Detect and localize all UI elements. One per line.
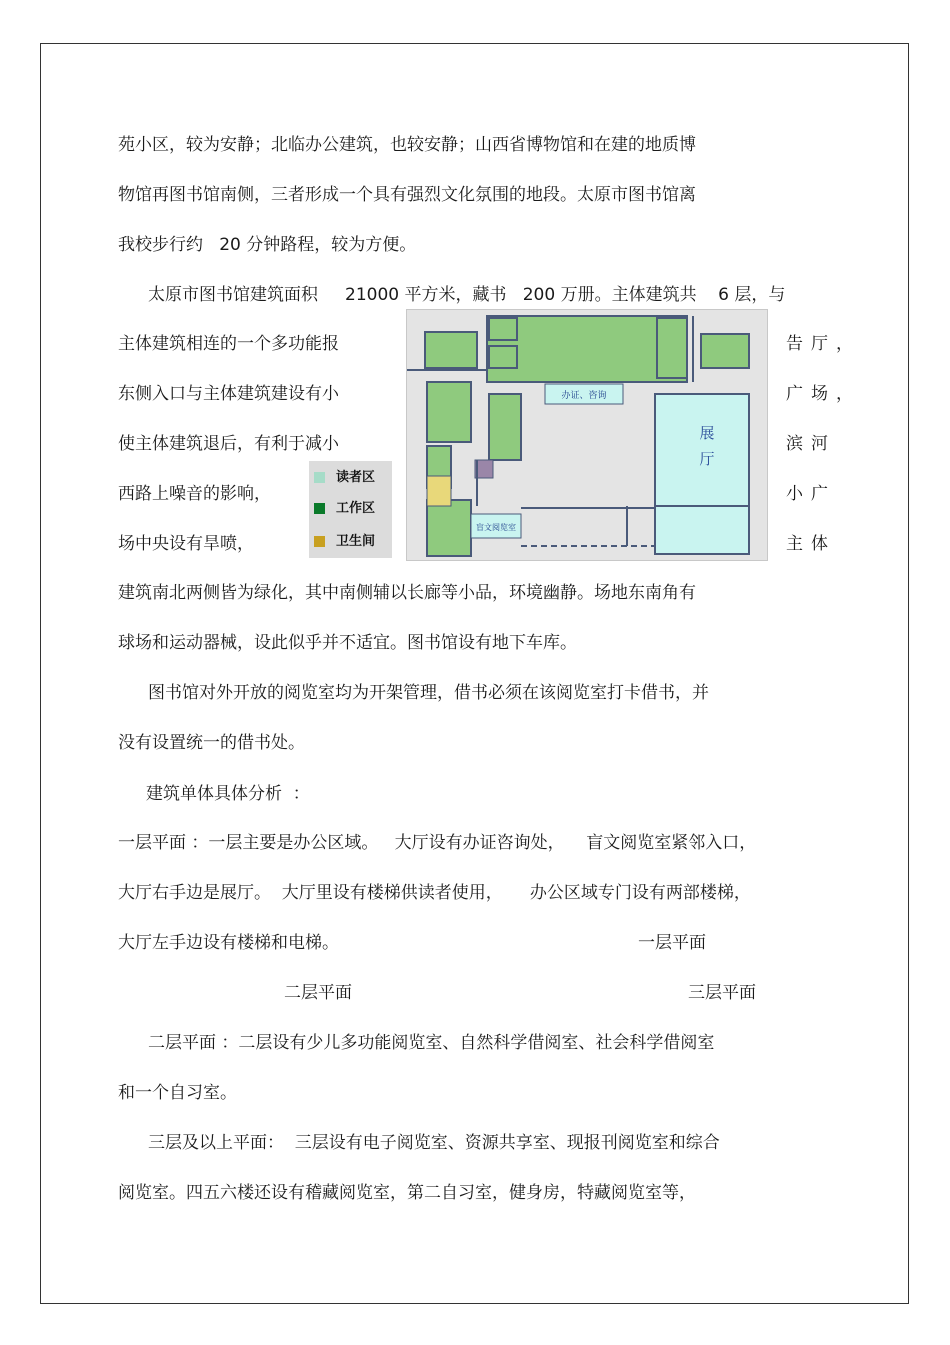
figure-caption: 三层平面 (688, 983, 756, 1003)
exhibit-label-2: 厅 (699, 450, 715, 468)
text-line: 西路上噪音的影响， (118, 484, 271, 504)
floor-plan-drawing (407, 310, 767, 560)
text-line: 告厅， (786, 334, 861, 354)
text-line: 球场和运动器械，设此似乎并不适宜。图书馆设有地下车库。 (118, 633, 577, 653)
text-line: 广场， (786, 384, 861, 404)
text-line: 大厅左手边设有楼梯和电梯。 (118, 933, 339, 953)
legend-item-toilet (314, 533, 390, 551)
text-line: 图书馆对外开放的阅览室均为开架管理，借书必须在该阅览室打卡借书，并 (148, 683, 709, 703)
text-line: 建筑南北两侧皆为绿化，其中南侧辅以长廊等小品，环境幽静。场地东南角有 (118, 583, 696, 603)
toilet-swatch (314, 536, 325, 547)
text-line: 场中央设有旱喷， (118, 534, 254, 554)
text-line: 三层及以上平面： 三层设有电子阅览室、资源共享室、现报刊阅览室和综合 (148, 1133, 720, 1153)
legend-label: 卫生间 (336, 534, 376, 549)
legend-label: 工作区 (336, 501, 376, 516)
text-line: 一层平面 ：一层主要是办公区域。 大厅设有办证咨询处， 盲文阅览室紧邻入口， (118, 833, 757, 853)
text-line: 和一个自习室。 (118, 1083, 237, 1103)
text-line: 苑小区，较为安静；北临办公建筑，也较安静；山西省博物馆和在建的地质博 (118, 135, 696, 155)
floor-plan-legend (309, 461, 392, 558)
legend-item-reader-area (314, 469, 390, 487)
figure-caption: 一层平面 (638, 933, 706, 953)
text-line: 使主体建筑退后，有利于减小 (118, 434, 339, 454)
floor-plan-image (406, 309, 768, 561)
text-line: 大厅右手边是展厅。 大厅里设有楼梯供读者使用， 办公区域专门设有两部楼梯， (118, 883, 751, 903)
text-line: 小广 (786, 484, 836, 504)
section-heading: 建筑单体具体分析 ： (146, 784, 310, 804)
legend-label: 读者区 (336, 470, 376, 485)
reader-area-swatch (314, 472, 325, 483)
exhibit-label-1: 展 (699, 424, 715, 442)
text-line: 东侧入口与主体建筑建设有小 (118, 384, 339, 404)
text-line: 我校步行约 20 分钟路程，较为方便。 (118, 235, 417, 255)
text-line: 物馆再图书馆南侧，三者形成一个具有强烈文化氛围的地段。太原市图书馆离 (118, 185, 696, 205)
text-line: 太原市图书馆建筑面积 21000 平方米，藏书 200 万册。主体建筑共 6 层，与 (148, 285, 786, 305)
office-label: 办证、咨询 (561, 391, 607, 401)
text-line: 滨河 (786, 434, 836, 454)
work-area-swatch (314, 503, 325, 514)
page-border (40, 43, 909, 1304)
figure-caption: 二层平面 (284, 983, 352, 1003)
text-line: 二层平面 ：二层设有少儿多功能阅览室、自然科学借阅室、社会科学借阅室 (148, 1033, 715, 1053)
text-line: 主体建筑相连的一个多功能报 (118, 334, 339, 354)
text-line: 主体 (786, 534, 836, 554)
braille-room-label: 盲文阅览室 (476, 523, 516, 532)
legend-item-work-area (314, 500, 390, 518)
text-line: 阅览室。四五六楼还设有稽藏阅览室，第二自习室，健身房，特藏阅览室等， (118, 1183, 696, 1203)
text-line: 没有设置统一的借书处。 (118, 733, 305, 753)
